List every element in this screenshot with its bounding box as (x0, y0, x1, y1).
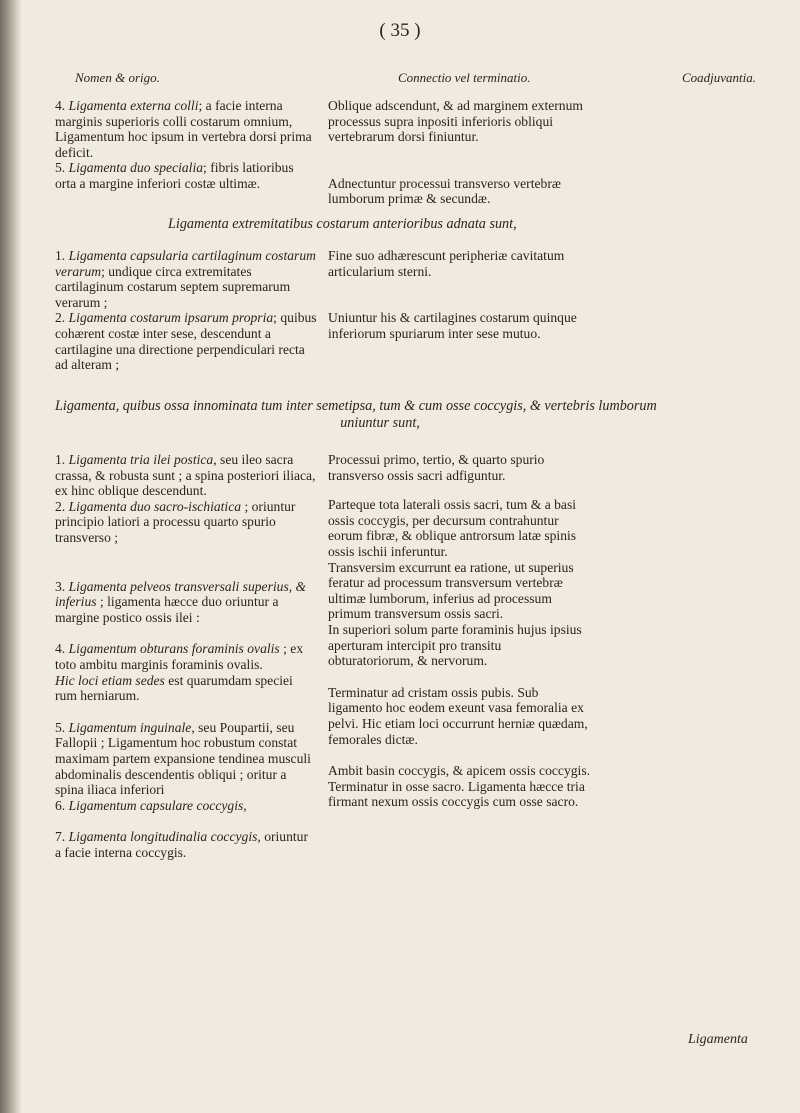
entry-term: Ligamenta costarum ipsarum propria (68, 310, 274, 326)
entry: 1. Ligamenta tria ilei postica, seu ileo sacra crassa, & robusta sunt ; a spina posteriori iliaca, ex hinc oblique descendunt. (55, 452, 316, 499)
entry-description: Uniuntur his & cartilagines costarum quinque inferiorum spuriarum inter sese mutuo. (328, 310, 577, 341)
catchword: Ligamenta (688, 1032, 748, 1047)
header-nomen: Nomen & origo. (75, 70, 160, 85)
entry-description: Ambit basin coccygis, & apicem ossis coccygis. (328, 763, 591, 779)
section1-left (55, 248, 317, 373)
entry: 1. Ligamenta capsularia cartilaginum costarum verarum; undique circa extremitates cartilaginum costarum septem supremarum verarum ; (55, 248, 316, 310)
section2-left (55, 452, 317, 860)
entry-description: Processui primo, tertio, & quarto spurio transverso ossis sacri adfiguntur. (328, 452, 545, 483)
entry-term: Ligamenta externa colli (68, 98, 199, 113)
entry: Hic loci etiam sedes est quarumdam speciei rum herniarum. (55, 672, 293, 704)
entry-term: Ligamenta pelveos transversali superius, & inferius (55, 578, 307, 610)
entry-description: Transversim excurrunt ea ratione, ut superius feratur ad processum transversum vertebræ ultimæ lumborum, inferius ad processum primum transversum ossis sacri. (328, 559, 574, 622)
entry-description: Oblique adscendunt, & ad marginem externum processus supra inpositi inferioris obliqui vertebrarum dorsi finiuntur. (328, 98, 583, 145)
entry: 2. Ligamenta duo sacro-ischiatica ; oriuntur principio latiori a processu quarto spurio transverso ; (55, 498, 296, 545)
section2-title: Ligamenta, quibus ossa innominata tum inter semetipsa, tum & cum osse coccygis, & vertebris lumborum uniuntur sunt, (55, 398, 657, 431)
page-number: ( 35 ) (379, 20, 421, 41)
entry-term: Ligamenta duo sacro-ischiatica (68, 498, 242, 514)
entry-term: Ligamenta tria ilei postica (68, 452, 214, 467)
entry: 7. Ligamenta longitudinalia coccygis, oriuntur a facie interna coccygis. (55, 829, 308, 860)
entry: Ligamentum hoc ipsum in vertebra dorsi prima deficit. (55, 129, 312, 160)
entry-term: Ligamenta longitudinalia coccygis (68, 829, 258, 845)
entry-term: Ligamentum obturans foraminis ovalis (68, 641, 280, 657)
entry-description: Terminatur ad cristam ossis pubis. Sub ligamento hoc eodem exeunt vasa femoralia ex pelvi. Hic etiam loci occurrunt herniæ quædam, femorales dictæ. (328, 684, 588, 747)
section2-right (328, 452, 590, 810)
entry-description: Terminatur in osse sacro. Ligamenta hæcce tria firmant nexum ossis coccygis cum osse sacro. (328, 778, 585, 810)
section1-title: Ligamenta extremitatibus costarum anterioribus adnata sunt, (168, 216, 517, 232)
section0-left (55, 98, 317, 192)
entry-description: Parteque tota laterali ossis sacri, tum & a basi ossis coccygis, per decursum contrahuntur eorum fibræ, & oblique antrorsum latæ spinis ossis ischii inferuntur. (328, 497, 577, 559)
entry-term: Ligamenta duo specialia (68, 160, 204, 176)
entry-description: In superiori solum parte foraminis hujus ipsius aperturam intercipit pro transitu obturatoriorum, & nervorum. (328, 621, 582, 669)
section0-right (328, 98, 590, 207)
entry-description: Adnectuntur processui transverso vertebræ lumborum primæ & secundæ. (328, 175, 561, 207)
header-coadjuvantia: Coadjuvantia. (682, 70, 757, 85)
entry: 3. Ligamenta pelveos transversali superius, & inferius ; ligamenta hæcce duo oriuntur a margine postico ossis ilei : (55, 578, 307, 625)
section1-right (328, 248, 590, 341)
header-connectio: Connectio vel terminatio. (398, 70, 531, 85)
entry: 5. Ligamenta duo specialia; fibris latioribus orta a margine inferiori costæ ultimæ. (55, 160, 294, 191)
entry: 5. Ligamentum inguinale, seu Poupartii, seu Fallopii ; Ligamentum hoc robustum constat maximam partem expansione tendinea musculi abdominalis descendentis obliqui ; oritur a spina iliaca inferiori (55, 719, 311, 798)
entry: 4. Ligamentum obturans foraminis ovalis ; ex toto ambitu marginis foraminis ovalis. (55, 641, 304, 672)
entry: 6. Ligamentum capsulare coccygis, (55, 797, 247, 813)
entry-term: Ligamentum capsulare coccygis (68, 797, 244, 813)
entry-description: Fine suo adhærescunt peripheriæ cavitatum articularium sterni. (328, 248, 565, 279)
binding-edge (0, 0, 22, 1113)
entry-term: Ligamenta capsularia cartilaginum costarum verarum (55, 248, 316, 279)
entry-term: Ligamentum inguinale (68, 719, 192, 735)
entry: 4. Ligamenta externa colli; a facie interna marginis superioris colli costarum omnium, (55, 98, 293, 129)
entry: 2. Ligamenta costarum ipsarum propria; quibus cohærent costæ inter sese, descendunt a cartilagine una directione perpendiculari recta ad alteram ; (55, 310, 317, 373)
entry-term: Hic loci etiam sedes (55, 672, 165, 688)
